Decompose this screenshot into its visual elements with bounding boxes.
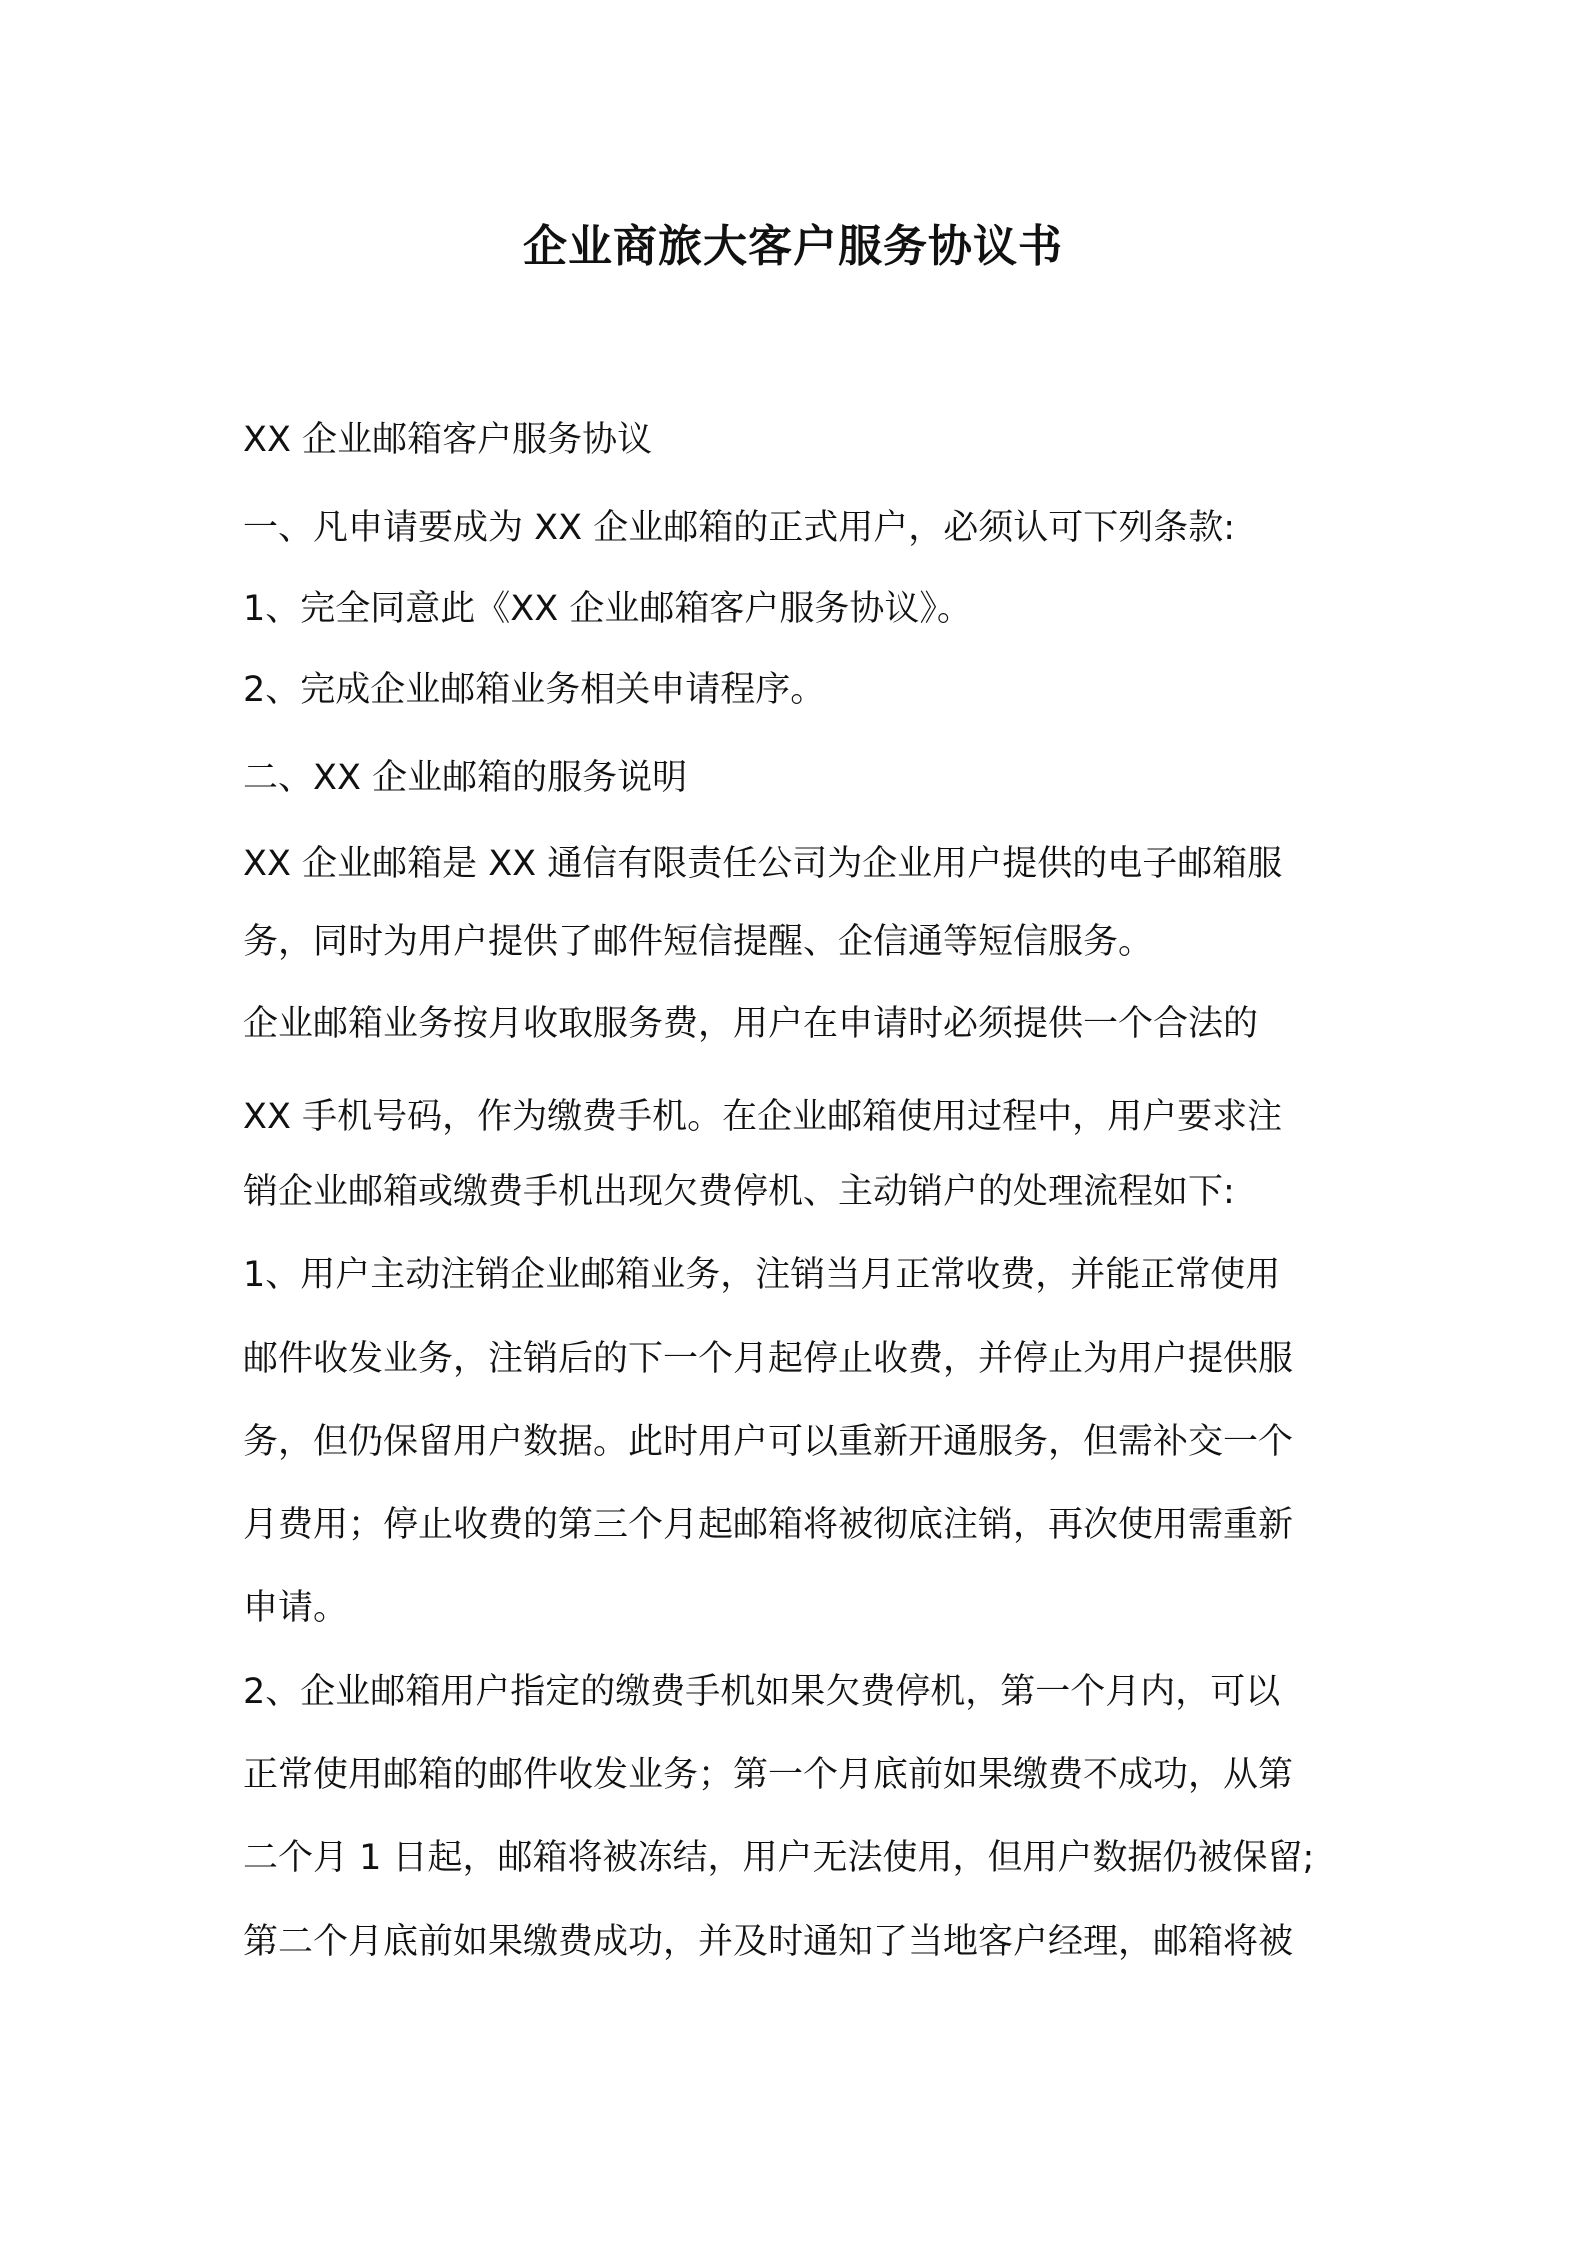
paragraph-line: 申请。 [243,1588,349,1628]
paragraph-line: 务，但仍保留用户数据。此时用户可以重新开通服务，但需补交一个 [243,1422,1294,1462]
paragraph-line: XX 企业邮箱是 XX 通信有限责任公司为企业用户提供的电子邮箱服 [243,844,1283,884]
paragraph-line: 二个月 1 日起，邮箱将被冻结，用户无法使用，但用户数据仍被保留; [243,1838,1315,1878]
paragraph-line: 月费用；停止收费的第三个月起邮箱将被彻底注销，再次使用需重新 [243,1505,1294,1545]
paragraph-line: XX 手机号码，作为缴费手机。在企业邮箱使用过程中，用户要求注 [243,1097,1283,1137]
clause-item: 1、完全同意此《XX 企业邮箱客户服务协议》。 [243,589,972,629]
clause-heading: 一、凡申请要成为 XX 企业邮箱的正式用户，必须认可下列条款: [243,508,1235,548]
paragraph-line: 第二个月底前如果缴费成功，并及时通知了当地客户经理，邮箱将被 [243,1922,1294,1962]
paragraph-line: 正常使用邮箱的邮件收发业务；第一个月底前如果缴费不成功，从第 [243,1755,1294,1795]
paragraph-line: 务，同时为用户提供了邮件短信提醒、企信通等短信服务。 [243,922,1154,962]
clause-item: 2、完成企业邮箱业务相关申请程序。 [243,670,826,710]
paragraph-line: 1、用户主动注销企业邮箱业务，注销当月正常收费，并能正常使用 [243,1255,1281,1295]
clause-heading: 二、XX 企业邮箱的服务说明 [243,758,688,798]
paragraph-line: 邮件收发业务，注销后的下一个月起停止收费，并停止为用户提供服 [243,1339,1294,1379]
paragraph-line: 销企业邮箱或缴费手机出现欠费停机、主动销户的处理流程如下: [243,1172,1235,1212]
section-heading: XX 企业邮箱客户服务协议 [243,420,653,460]
document-title: 企业商旅大客户服务协议书 [523,221,1063,272]
paragraph-line: 企业邮箱业务按月收取服务费，用户在申请时必须提供一个合法的 [243,1004,1259,1044]
paragraph-line: 2、企业邮箱用户指定的缴费手机如果欠费停机，第一个月内，可以 [243,1672,1281,1712]
